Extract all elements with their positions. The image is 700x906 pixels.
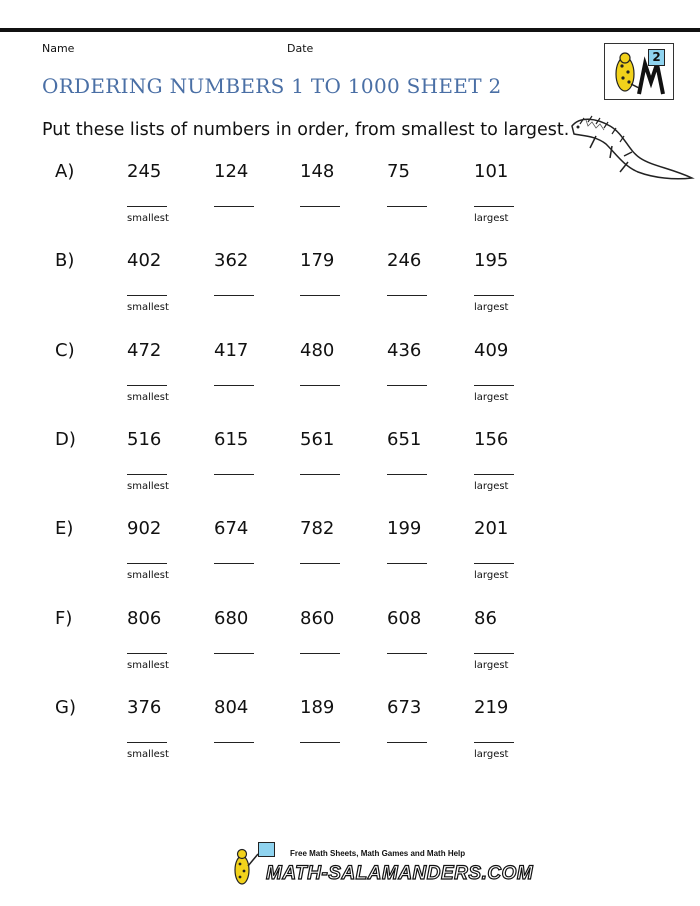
answer-blank[interactable] <box>387 474 427 475</box>
footer-logo <box>228 840 534 892</box>
answer-blank[interactable] <box>387 206 427 207</box>
answer-blank[interactable] <box>127 563 167 564</box>
problem-number: 480 <box>300 339 335 361</box>
problem-number: 75 <box>387 161 410 182</box>
problem-number: 615 <box>214 428 249 450</box>
problem-number: 376 <box>127 696 162 718</box>
problem-number: 179 <box>300 250 335 272</box>
problem-number: 561 <box>300 428 335 450</box>
problem-row <box>0 250 700 330</box>
problem-letter: D) <box>55 428 76 450</box>
problem-number: 402 <box>127 250 162 272</box>
answer-blank[interactable] <box>300 653 340 654</box>
answer-blank[interactable] <box>300 206 340 207</box>
answer-blank[interactable] <box>214 385 254 386</box>
problem-number: 902 <box>127 518 162 540</box>
smallest-caption: smallest <box>127 213 169 224</box>
problem-number: 806 <box>127 607 162 629</box>
date-label: Date <box>287 42 314 55</box>
problem-letter: G) <box>55 696 76 718</box>
answer-blank[interactable] <box>214 742 254 743</box>
logo-number: 2 <box>648 49 665 66</box>
largest-caption: largest <box>474 570 509 582</box>
problem-number: 245 <box>127 161 162 182</box>
problem-number: 199 <box>387 518 422 540</box>
problem-row <box>0 161 700 241</box>
name-label: Name <box>42 42 75 55</box>
answer-blank[interactable] <box>474 385 514 386</box>
page-title: ORDERING NUMBERS 1 TO 1000 SHEET 2 <box>42 74 502 98</box>
problem-number: 417 <box>214 339 249 361</box>
problem-letter: C) <box>55 339 75 361</box>
answer-blank[interactable] <box>127 295 167 296</box>
footer-board-icon <box>258 842 275 857</box>
answer-blank[interactable] <box>474 563 514 564</box>
largest-caption: largest <box>474 213 509 224</box>
answer-blank[interactable] <box>300 385 340 386</box>
problem-number: 516 <box>127 428 162 450</box>
problem-number: 148 <box>300 161 335 182</box>
problem-number: 608 <box>387 607 422 629</box>
problem-number: 409 <box>474 339 509 361</box>
problem-letter: A) <box>55 161 75 182</box>
answer-blank[interactable] <box>300 742 340 743</box>
footer-brand: MATH-SALAMANDERS.COM <box>266 863 534 884</box>
problem-number: 673 <box>387 696 422 718</box>
footer-tagline: Free Math Sheets, Math Games and Math Help <box>290 849 466 858</box>
smallest-caption: smallest <box>127 302 169 314</box>
problem-row <box>0 697 700 777</box>
answer-blank[interactable] <box>214 206 254 207</box>
largest-caption: largest <box>474 391 509 403</box>
top-rule <box>0 28 700 32</box>
problem-number: 219 <box>474 696 509 718</box>
answer-blank[interactable] <box>127 474 167 475</box>
answer-blank[interactable] <box>214 474 254 475</box>
problem-number: 124 <box>214 161 249 182</box>
answer-blank[interactable] <box>387 653 427 654</box>
largest-caption: largest <box>474 659 509 671</box>
answer-blank[interactable] <box>387 295 427 296</box>
problem-row <box>0 608 700 688</box>
problem-number: 472 <box>127 339 162 361</box>
smallest-caption: smallest <box>127 570 169 582</box>
problem-number: 156 <box>474 428 509 450</box>
problem-number: 804 <box>214 696 249 718</box>
problem-letter: B) <box>55 250 75 272</box>
answer-blank[interactable] <box>127 385 167 386</box>
answer-blank[interactable] <box>474 742 514 743</box>
answer-blank[interactable] <box>214 653 254 654</box>
problem-row <box>0 518 700 598</box>
problem-number: 362 <box>214 250 249 272</box>
instruction-text: Put these lists of numbers in order, from smallest to largest. <box>42 120 570 140</box>
problem-number: 436 <box>387 339 422 361</box>
problem-number: 101 <box>474 161 509 182</box>
answer-blank[interactable] <box>127 653 167 654</box>
largest-caption: largest <box>474 748 509 760</box>
answer-blank[interactable] <box>300 474 340 475</box>
smallest-caption: smallest <box>127 659 169 671</box>
smallest-caption: smallest <box>127 748 169 760</box>
smallest-caption: smallest <box>127 391 169 403</box>
problem-letter: F) <box>55 607 73 629</box>
problem-number: 86 <box>474 607 497 629</box>
problem-number: 201 <box>474 518 509 540</box>
answer-blank[interactable] <box>127 742 167 743</box>
answer-blank[interactable] <box>300 563 340 564</box>
answer-blank[interactable] <box>474 206 514 207</box>
problem-number: 674 <box>214 518 249 540</box>
answer-blank[interactable] <box>474 295 514 296</box>
answer-blank[interactable] <box>474 653 514 654</box>
answer-blank[interactable] <box>387 563 427 564</box>
largest-caption: largest <box>474 302 509 314</box>
problem-row <box>0 429 700 509</box>
problem-number: 680 <box>214 607 249 629</box>
problem-number: 782 <box>300 518 335 540</box>
smallest-caption: smallest <box>127 480 169 492</box>
salamander-logo <box>604 43 674 100</box>
problem-number: 860 <box>300 607 335 629</box>
answer-blank[interactable] <box>474 474 514 475</box>
answer-blank[interactable] <box>300 295 340 296</box>
answer-blank[interactable] <box>214 295 254 296</box>
answer-blank[interactable] <box>127 206 167 207</box>
largest-caption: largest <box>474 480 509 492</box>
problem-letter: E) <box>55 518 74 540</box>
problem-number: 195 <box>474 250 509 272</box>
problem-row <box>0 340 700 420</box>
answer-blank[interactable] <box>214 563 254 564</box>
problem-number: 189 <box>300 696 335 718</box>
problem-number: 246 <box>387 250 422 272</box>
problem-number: 651 <box>387 428 422 450</box>
answer-blank[interactable] <box>387 742 427 743</box>
answer-blank[interactable] <box>387 385 427 386</box>
